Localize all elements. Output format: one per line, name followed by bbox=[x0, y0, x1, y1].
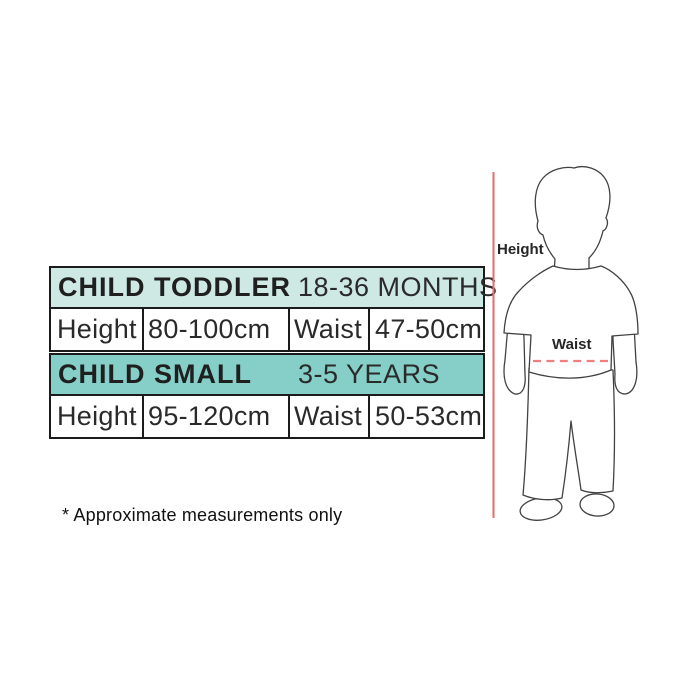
small-header-row bbox=[51, 355, 483, 396]
figure-pants bbox=[523, 368, 615, 500]
age-range: 18-36 MONTHS bbox=[298, 272, 498, 302]
measurement-label: Height bbox=[51, 309, 144, 350]
figure-height-label: Height bbox=[497, 241, 544, 258]
measurement-value: 95-120cm bbox=[144, 396, 290, 437]
size-section-toddler bbox=[49, 266, 498, 352]
size-chart-table bbox=[49, 266, 498, 439]
figure-right-foot bbox=[579, 493, 614, 517]
figure-head bbox=[535, 167, 610, 273]
figure-left-hand bbox=[504, 325, 525, 394]
size-name: CHILD TODDLER bbox=[58, 272, 291, 302]
measurement-value: 47-50cm bbox=[375, 314, 483, 344]
size-section-small bbox=[49, 353, 485, 439]
toddler-measurements-row bbox=[51, 309, 483, 350]
age-range: 3-5 YEARS bbox=[298, 359, 441, 389]
footnote-text: * Approximate measurements only bbox=[62, 505, 343, 525]
measurement-label: Height bbox=[51, 396, 144, 437]
measurement-value: 50-53cm bbox=[375, 401, 483, 431]
measurement-label: Waist bbox=[290, 396, 370, 437]
measurement-label: Waist bbox=[290, 309, 370, 350]
small-measurements-row bbox=[51, 396, 483, 437]
figure-waist-label: Waist bbox=[552, 336, 592, 353]
measurement-value: 80-100cm bbox=[144, 309, 290, 350]
size-name: CHILD SMALL bbox=[58, 359, 252, 389]
toddler-header-row bbox=[51, 268, 498, 309]
